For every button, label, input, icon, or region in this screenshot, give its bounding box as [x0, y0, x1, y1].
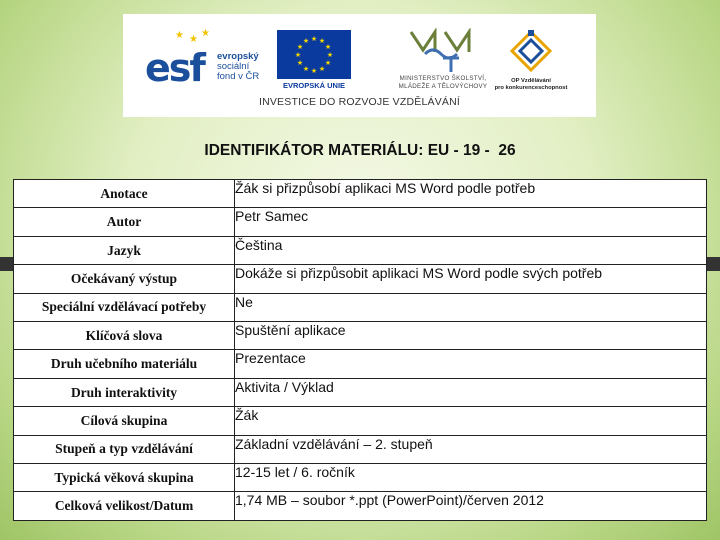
row-key: Jazyk	[14, 236, 235, 264]
slide-edge-marker-right	[706, 257, 720, 271]
row-value: Žák	[235, 407, 707, 435]
table-row	[14, 322, 707, 350]
table-row	[14, 350, 707, 378]
svg-text:★: ★	[294, 51, 302, 59]
row-key: Anotace	[14, 180, 235, 208]
table-row	[14, 265, 707, 293]
esf-line2: sociální	[217, 61, 250, 72]
table-row	[14, 407, 707, 435]
op-line1: OP Vzdělávání	[511, 78, 551, 84]
esf-logo	[145, 28, 267, 90]
row-key: Cílová skupina	[14, 407, 235, 435]
material-metadata-table	[13, 179, 707, 521]
row-value: 12-15 let / 6. ročník	[235, 464, 707, 492]
row-key: Druh učebního materiálu	[14, 350, 235, 378]
table-row	[14, 208, 707, 236]
svg-text:★: ★	[302, 65, 310, 73]
star-icon: ★	[201, 28, 210, 39]
row-key: Typická věková skupina	[14, 464, 235, 492]
row-key: Druh interaktivity	[14, 378, 235, 406]
table-row	[14, 464, 707, 492]
row-value: Dokáže si přizpůsobit aplikaci MS Word podle svých potřeb	[235, 265, 707, 293]
op-line2: pro konkurenceschopnost	[494, 85, 568, 91]
svg-text:★: ★	[324, 43, 332, 51]
msmt-mark-icon	[405, 28, 481, 74]
row-value: Ne	[235, 293, 707, 321]
svg-text:★: ★	[310, 67, 318, 75]
row-value: 1,74 MB – soubor *.ppt (PowerPoint)/červen 2012	[235, 492, 707, 521]
svg-text:★: ★	[326, 51, 334, 59]
star-icon: ★	[189, 34, 198, 45]
page-title: IDENTIFIKÁTOR MATERIÁLU: EU - 19 - 26	[204, 142, 516, 159]
investice-slogan: INVESTICE DO ROZVOJE VZDĚLÁVÁNÍ	[258, 96, 461, 108]
svg-text:★: ★	[296, 43, 304, 51]
row-value: Prezentace	[235, 350, 707, 378]
op-text	[486, 78, 576, 92]
row-key: Celková velikost/Datum	[14, 492, 235, 521]
row-value: Aktivita / Výklad	[235, 378, 707, 406]
row-value: Čeština	[235, 236, 707, 264]
table-row	[14, 492, 707, 521]
eu-label: EVROPSKÁ UNIE	[282, 81, 346, 90]
esf-text	[217, 52, 259, 82]
msmt-text	[383, 75, 503, 90]
row-value: Spuštění aplikace	[235, 322, 707, 350]
table-row	[14, 293, 707, 321]
svg-text:★: ★	[324, 59, 332, 67]
msmt-line2: MLÁDEŽE A TĚLOVÝCHOVY	[398, 82, 488, 90]
row-key: Klíčová slova	[14, 322, 235, 350]
svg-text:★: ★	[296, 59, 304, 67]
slide-edge-marker-left	[0, 257, 14, 271]
svg-text:★: ★	[302, 37, 310, 45]
esf-line1: evropský	[217, 51, 259, 62]
msmt-logo	[383, 28, 503, 98]
op-mark-icon	[508, 28, 554, 74]
row-value: Petr Samec	[235, 208, 707, 236]
table-row	[14, 236, 707, 264]
row-key: Očekávaný výstup	[14, 265, 235, 293]
table-row	[14, 180, 707, 208]
row-key: Autor	[14, 208, 235, 236]
esf-line3: fond v ČR	[217, 71, 260, 82]
star-icon: ★	[175, 30, 184, 41]
eu-flag-icon	[277, 30, 351, 79]
svg-text:★: ★	[318, 37, 326, 45]
row-value: Základní vzdělávání – 2. stupeň	[235, 435, 707, 463]
msmt-line1: MINISTERSTVO ŠKOLSTVÍ,	[399, 75, 487, 82]
table-row	[14, 435, 707, 463]
eu-logo	[277, 30, 351, 94]
esf-letters: esf	[145, 46, 204, 90]
svg-text:★: ★	[318, 65, 326, 73]
svg-text:★: ★	[310, 35, 318, 43]
logo-band	[123, 14, 596, 117]
table-row	[14, 378, 707, 406]
row-key: Stupeň a typ vzdělávání	[14, 435, 235, 463]
row-value: Žák si přizpůsobí aplikaci MS Word podle potřeb	[235, 180, 707, 208]
row-key: Speciální vzdělávací potřeby	[14, 293, 235, 321]
op-logo	[486, 28, 576, 98]
